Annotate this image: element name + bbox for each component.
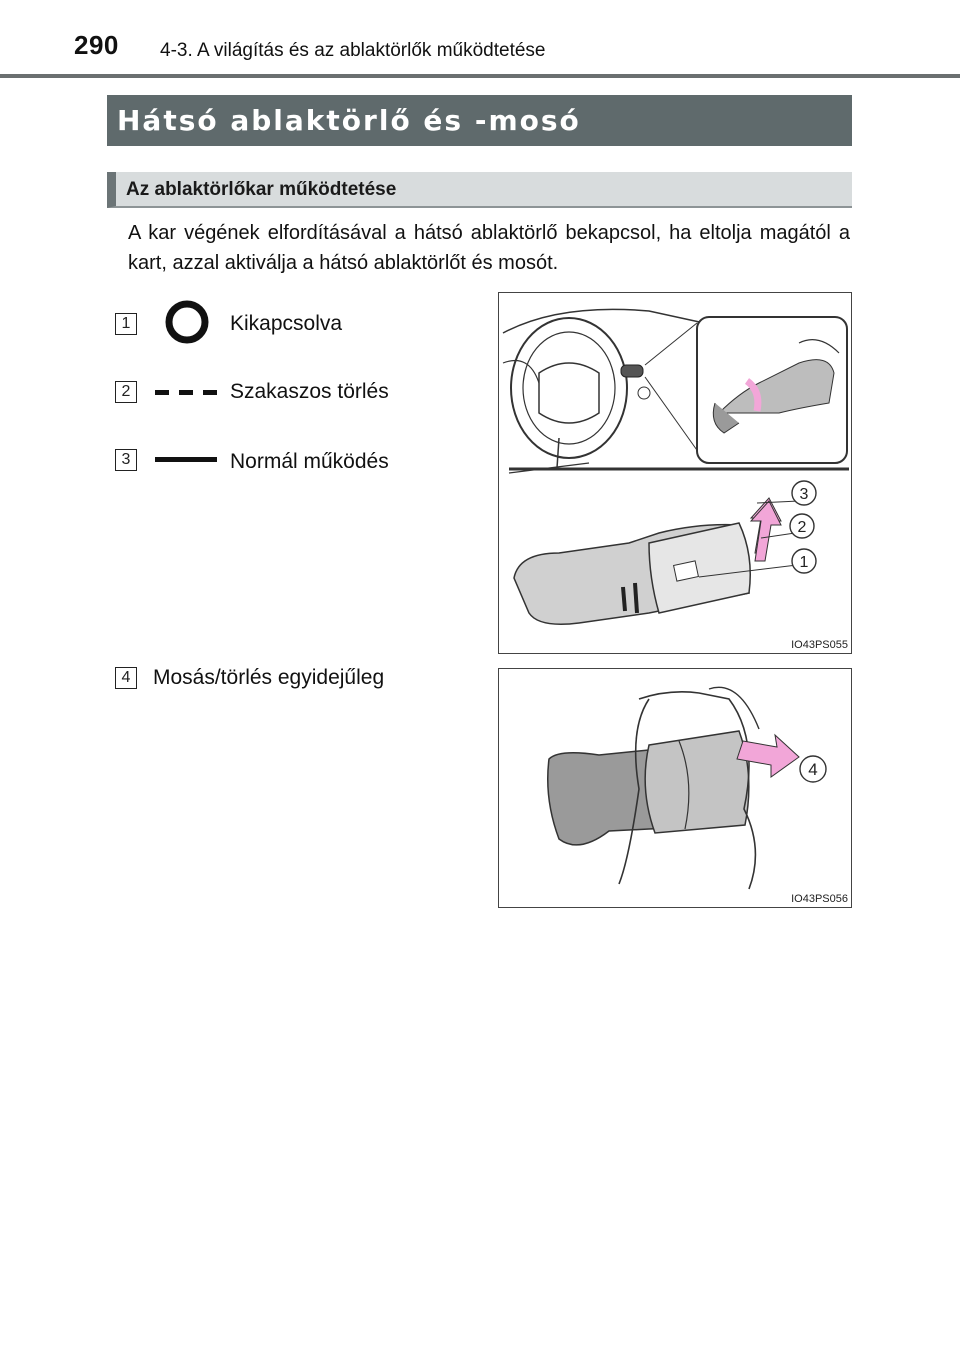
item-number-3: 3 [115, 449, 137, 471]
washer-illustration [499, 669, 852, 908]
lever-illustration [499, 293, 852, 654]
item-label-2: Szakaszos törlés [230, 380, 389, 403]
page-title: Hátsó ablaktörlő és -mosó [107, 95, 852, 146]
dashed-line-icon [155, 388, 217, 398]
running-head: 4-3. A világítás és az ablaktörlők működtetése [160, 40, 546, 61]
figure-washer-push [498, 668, 852, 908]
item-number-4: 4 [115, 667, 137, 689]
item-label-1: Kikapcsolva [230, 312, 343, 335]
solid-line-icon [155, 455, 217, 465]
figure-wiper-lever-positions [498, 292, 852, 654]
page-number: 290 [74, 30, 119, 60]
figure-code-1: IO43PS055 [791, 639, 848, 651]
callout-4: 4 [808, 760, 818, 779]
circle-icon [164, 299, 210, 345]
item-number-2: 2 [115, 381, 137, 403]
header-rule [0, 74, 960, 78]
section-subtitle: Az ablaktörlőkar működtetése [107, 172, 852, 208]
item-label-3: Normál működés [230, 450, 389, 473]
callout-1: 1 [799, 554, 809, 571]
item-number-1: 1 [115, 313, 137, 335]
intro-paragraph: A kar végének elfordításával a hátsó ablaktörlő bekapcsol, ha eltolja magától a kart, azzal aktiválja a hátsó ablaktörlőt és mosót. [128, 222, 850, 274]
item-label-4: Mosás/törlés egyidejűleg [153, 666, 385, 689]
callout-2: 2 [797, 519, 807, 536]
callout-3: 3 [799, 486, 809, 503]
figure-code-2: IO43PS056 [791, 893, 848, 905]
